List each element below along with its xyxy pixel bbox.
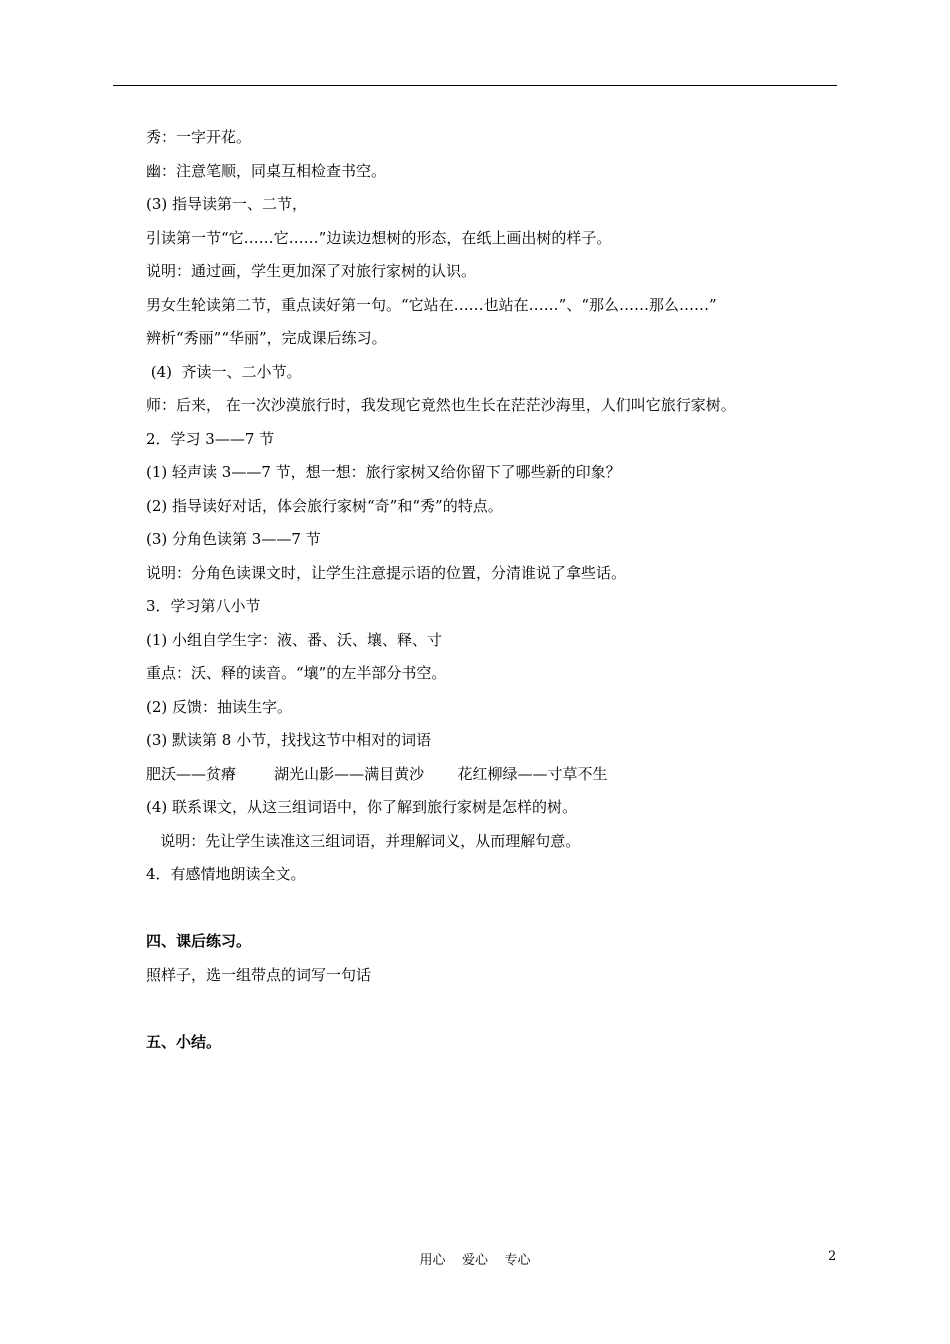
body-line: (3) 分角色读第 3——7 节 (146, 530, 321, 548)
section-four-heading: 四、课后练习。 (146, 932, 252, 950)
spacer (146, 997, 836, 1031)
body-line: 4．有感情地朗读全文。 (146, 865, 306, 883)
header-rule (113, 85, 837, 86)
body-line: 肥沃——贫瘠 湖光山影——满目黄沙 花红柳绿——寸草不生 (146, 764, 608, 783)
body-line: 辨析“秀丽”“华丽”，完成课后练习。 (146, 329, 387, 347)
body-line: 引读第一节“它……它……”边读边想树的形态，在纸上画出树的样子。 (146, 228, 612, 247)
section-four-text: 照样子，选一组带点的词写一句话 (146, 965, 372, 984)
body-line: (2) 反馈：抽读生字。 (146, 697, 293, 716)
body-line: (3) 指导读第一、二节， (146, 195, 308, 213)
section-five-heading: 五、小结。 (146, 1032, 222, 1051)
body-line: 男女生轮读第二节，重点读好第一句。“它站在……也站在……”、“那么……那么……” (146, 295, 717, 314)
body-line: (3) 默读第 8 小节，找找这节中相对的词语 (146, 731, 432, 749)
body-line: 说明：先让学生读准这三组词语，并理解词义，从而理解句意。 (146, 831, 581, 850)
footer-motto: 用心 爱心 专心 (419, 1253, 531, 1268)
page-number: 2 (828, 1249, 837, 1264)
body-line: (2) 指导读好对话，体会旅行家树“奇”和“秀”的特点。 (146, 496, 503, 515)
body-line: 3．学习第八小节 (146, 597, 261, 615)
body-line: 秀：一字开花。 (146, 128, 252, 146)
body-line: (1) 轻声读 3——7 节，想一想：旅行家树又给你留下了哪些新的印象？ (146, 463, 621, 481)
spacer (146, 897, 836, 931)
body-line: 幽：注意笔顺，同桌互相检查书空。 (146, 161, 387, 180)
body-line: (1) 小组自学生字：液、番、沃、壤、释、寸 (146, 630, 443, 649)
body-line: 说明：分角色读课文时，让学生注意提示语的位置，分清谁说了拿些话。 (146, 563, 627, 582)
page-body (146, 126, 836, 1064)
body-line: 说明：通过画，学生更加深了对旅行家树的认识。 (146, 262, 477, 280)
body-line: 重点：沃、释的读音。“壤”的左半部分书空。 (146, 664, 447, 682)
body-line: (4) 联系课文，从这三组词语中，你了解到旅行家树是怎样的树。 (146, 798, 578, 816)
body-line: 2．学习 3——7 节 (146, 429, 275, 448)
body-line: (4) 齐读一、二小节。 (146, 362, 302, 381)
body-line: 师：后来， 在一次沙漠旅行时，我发现它竟然也生长在茫茫沙海里，人们叫它旅行家树。 (146, 396, 736, 414)
